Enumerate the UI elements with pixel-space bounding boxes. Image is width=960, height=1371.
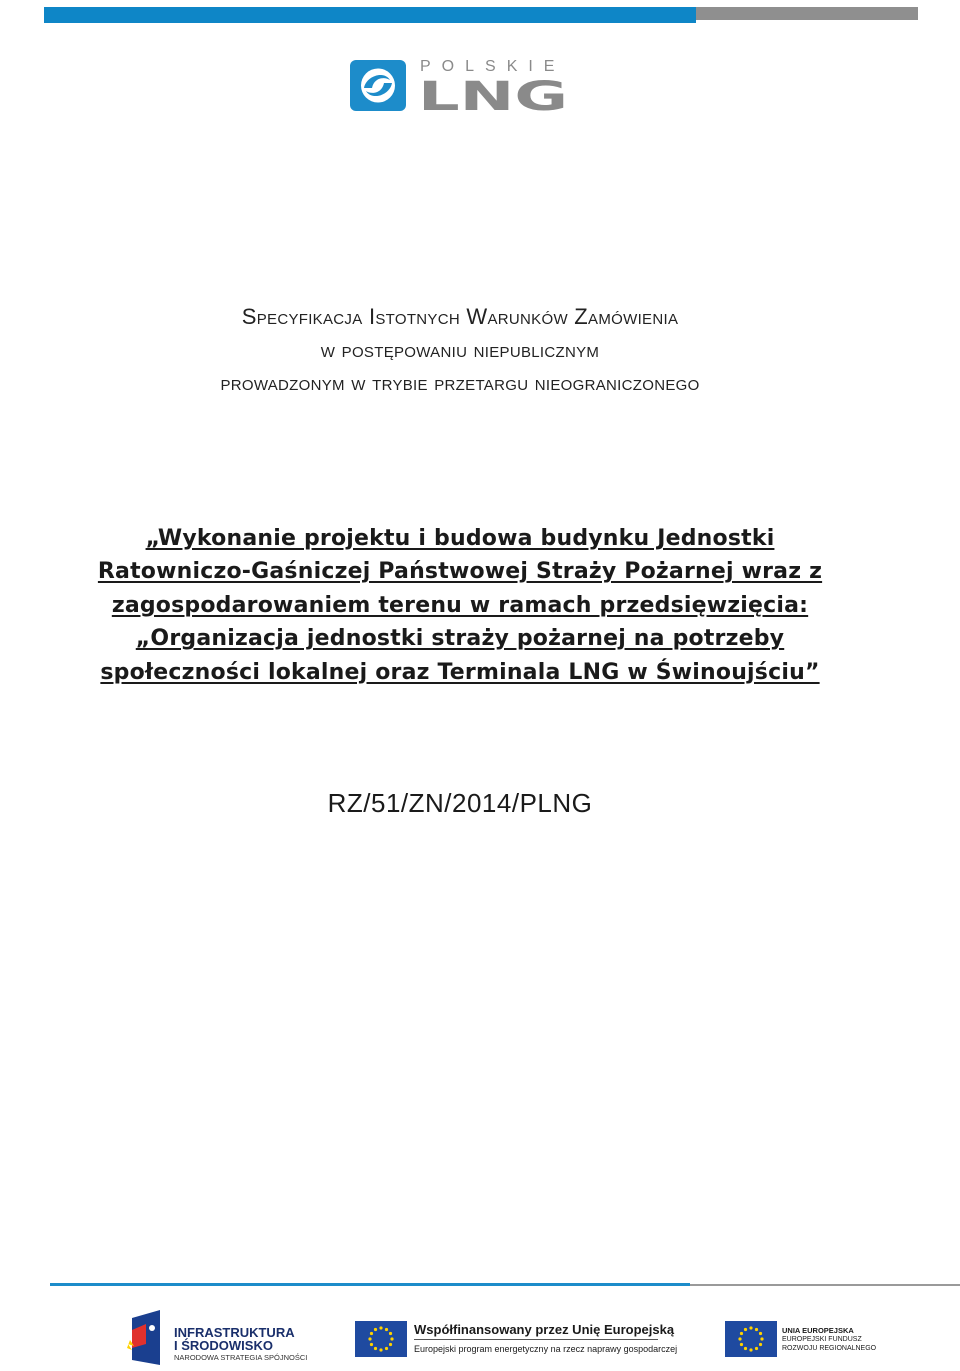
- footer-rule-blue: [50, 1283, 690, 1286]
- eu-star: [389, 1332, 392, 1335]
- eu-star: [759, 1343, 762, 1346]
- eu-star: [379, 1326, 382, 1329]
- logo-lng-letters: LNG: [418, 79, 568, 111]
- title-line: zagospodarowaniem terenu w ramach przedsięwzięcia:: [111, 592, 809, 618]
- eu-flag-icon: [355, 1321, 407, 1357]
- eu-star: [370, 1332, 373, 1335]
- top-bar-blue: [44, 7, 696, 23]
- top-bar-grey: [696, 7, 918, 20]
- footer-rule-grey: [690, 1284, 960, 1286]
- ie-logo-line1: INFRASTRUKTURA: [174, 1325, 295, 1340]
- polskie-lng-logo: [350, 58, 574, 114]
- eu-flag-icon: [725, 1321, 777, 1357]
- cofinancing-subtitle: Europejski program energetyczny na rzecz naprawy gospodarczej: [414, 1344, 678, 1354]
- eu-star: [759, 1332, 762, 1335]
- logo-text-polskie: POLSKIE: [420, 58, 566, 75]
- spec-heading: [0, 300, 920, 399]
- title-line: społeczności lokalnej oraz Terminala LNG w Świnoujściu”: [100, 659, 820, 685]
- eu-star: [749, 1348, 752, 1351]
- eu-star: [385, 1328, 388, 1331]
- ie-logo-line2: I ŚRODOWISKO: [174, 1338, 273, 1353]
- eu-star: [368, 1337, 371, 1340]
- eu-star: [740, 1343, 743, 1346]
- eu-star: [749, 1326, 752, 1329]
- eu-star: [740, 1332, 743, 1335]
- infrastruktura-srodowisko-logo-icon: [126, 1310, 166, 1365]
- spec-heading-line: Specyfikacja Istotnych Warunków Zamówienia: [241, 304, 679, 329]
- eu-star: [385, 1347, 388, 1350]
- eu-star: [760, 1337, 763, 1340]
- eu-fund-line2: EUROPEJSKI FUNDUSZ: [782, 1336, 862, 1343]
- eu-star: [389, 1343, 392, 1346]
- eu-star: [374, 1328, 377, 1331]
- eu-star: [390, 1337, 393, 1340]
- spec-heading-line: prowadzonym w trybie przetargu nieograniczonego: [220, 370, 700, 395]
- eu-star: [744, 1328, 747, 1331]
- cofinancing-rule: [414, 1339, 658, 1340]
- eu-star: [379, 1348, 382, 1351]
- infrastruktura-srodowisko-logo: [126, 1310, 308, 1365]
- eu-star: [755, 1347, 758, 1350]
- cofinancing-title: Współfinansowany przez Unię Europejską: [414, 1322, 675, 1337]
- title-line: „Organizacja jednostki straży pożarnej na potrzeby: [135, 626, 785, 652]
- title-line: Ratowniczo-Gaśniczej Państwowej Straży Pożarnej wraz z: [97, 559, 823, 585]
- title-line: „Wykonanie projektu i budowa budynku Jednostki: [145, 526, 775, 551]
- eu-fund-line1: UNIA EUROPEJSKA: [782, 1326, 854, 1335]
- document-title: [80, 522, 840, 689]
- spec-heading-line: w postępowaniu niepublicznym: [320, 337, 600, 362]
- reference-number: RZ/51/ZN/2014/PLNG: [327, 788, 593, 818]
- eu-star: [755, 1328, 758, 1331]
- logo-text-lng: [418, 79, 570, 111]
- polskie-lng-swirl-icon: [350, 60, 406, 111]
- eu-fund-line3: ROZWOJU REGIONALNEGO: [782, 1345, 877, 1352]
- eu-star: [374, 1347, 377, 1350]
- eu-star: [738, 1337, 741, 1340]
- eu-star: [370, 1343, 373, 1346]
- ie-logo-line3: NARODOWA STRATEGIA SPÓJNOŚCI: [174, 1353, 308, 1362]
- eu-star: [744, 1347, 747, 1350]
